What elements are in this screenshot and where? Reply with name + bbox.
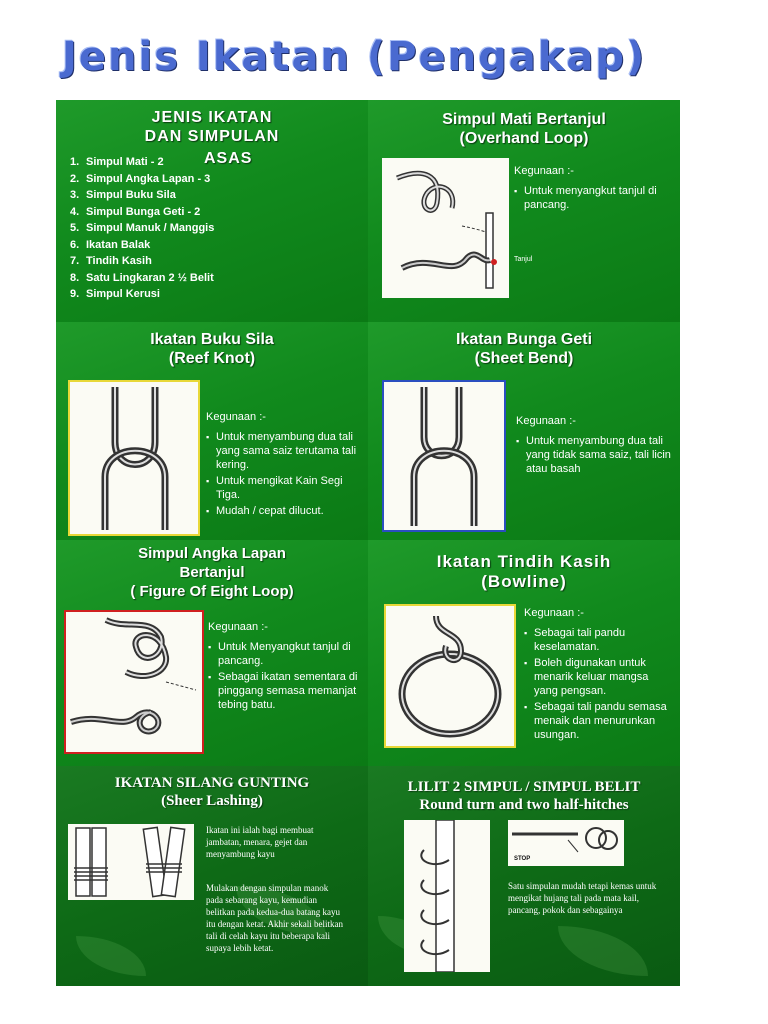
overhand-knot-drawing [382, 158, 509, 298]
panel-bowline-title [368, 552, 680, 593]
panel-roundturn-title [368, 778, 680, 814]
bowline-drawing [386, 606, 514, 746]
overhand-illustration [382, 158, 509, 298]
sheet-illustration [382, 380, 506, 532]
page-title: Jenis Ikatan (Pengakap) [62, 34, 647, 80]
panel-bowline [368, 540, 680, 766]
bowline-description [524, 606, 674, 744]
description-bullet: ▪ Untuk Menyangkut tanjul di pancang. [208, 640, 360, 668]
panel-reef-title [56, 330, 368, 368]
description-heading: Kegunaan :- [206, 411, 266, 423]
title-line2: (Sheer Lashing) [161, 793, 263, 809]
title-line2: (Overhand Loop) [459, 130, 589, 148]
panel-list-title [56, 108, 368, 146]
description-bullet: ▪ Untuk menyambung dua tali yang sama saiz terutama tali kering. [206, 430, 358, 472]
title-line2: DAN SIMPULAN [144, 128, 280, 146]
roundturn-pole-drawing [404, 820, 490, 972]
sheet-bend-drawing [384, 382, 504, 530]
stop-label: STOP [514, 856, 531, 862]
overhand-description [514, 164, 674, 214]
roundturn-pole-illustration [404, 820, 490, 972]
figure8-illustration [64, 610, 204, 754]
title-line3: ( Figure Of Eight Loop) [130, 583, 294, 600]
title-line2: (Reef Knot) [168, 350, 256, 368]
description-bullet: ▪ Boleh digunakan untuk menarik keluar mangsa yang pengsan. [524, 656, 674, 698]
title-line1: Ikatan Tindih Kasih [436, 552, 612, 571]
description-bullet: ▪ Mudah / cepat dilucut. [206, 504, 358, 518]
title-line1: LILIT 2 SIMPUL / SIMPUL BELIT [407, 779, 641, 795]
title-asas: ASAS [204, 150, 253, 167]
knot-list [70, 154, 214, 303]
list-item: 4. Simpul Bunga Geti - 2 [70, 205, 201, 218]
panel-round-turn [368, 766, 680, 986]
list-item: 7. Tindih Kasih [70, 255, 152, 267]
tanjul-label: Tanjul [514, 256, 533, 263]
panel-overhand-title [368, 110, 680, 148]
description-bullet: ▪ Untuk mengikat Kain Segi Tiga. [206, 474, 358, 502]
figure-eight-drawing [66, 612, 202, 752]
sheer-illustration [68, 824, 194, 900]
description-heading: Kegunaan :- [516, 415, 576, 427]
panel-list [56, 100, 368, 322]
list-item: 9. Simpul Kerusi [70, 288, 160, 300]
title-line2: Bertanjul [179, 564, 245, 581]
title-line1: Ikatan Bunga Geti [455, 331, 593, 348]
description-bullet: ▪ Sebagai tali pandu semasa menaik dan menurunkan usungan. [524, 700, 674, 742]
panel-figure8-title [56, 544, 368, 601]
title-line1: IKATAN SILANG GUNTING [114, 775, 310, 791]
description-heading: Kegunaan :- [514, 165, 574, 177]
sheer-lashing-drawing [68, 824, 194, 900]
roundturn-text: Satu simpulan mudah tetapi kemas untuk mengikat hujang tali pada mata kail, pancang, pokok dan sebagainya [508, 881, 657, 915]
panel-sheet-bend [368, 322, 680, 540]
reef-description [206, 410, 358, 520]
reef-illustration [68, 380, 200, 536]
panel-overhand-loop [368, 100, 680, 322]
title-line1: Simpul Angka Lapan [138, 545, 286, 562]
list-item: 3. Simpul Buku Sila [70, 189, 176, 201]
title-line2: Round turn and two half-hitches [419, 797, 629, 813]
list-item: 6. Ikatan Balak [70, 238, 151, 251]
list-item: 5. Simpul Manuk / Manggis [70, 222, 215, 234]
bowline-illustration [384, 604, 516, 748]
description-heading: Kegunaan :- [208, 621, 268, 633]
panel-reef-knot [56, 322, 368, 540]
list-item: 8. Satu Lingkaran 2 ½ Belit [70, 271, 214, 284]
description-bullet: ▪ Sebagai tali pandu keselamatan. [524, 626, 674, 654]
title-line1: Simpul Mati Bertanjul [442, 111, 606, 128]
description-heading: Kegunaan :- [524, 607, 584, 619]
list-item: 2. Simpul Angka Lapan - 3 [70, 172, 211, 185]
title-line2: (Sheet Bend) [474, 350, 574, 368]
panel-figure-eight [56, 540, 368, 766]
list-item: 1. Simpul Mati - 2 [70, 156, 164, 168]
title-line1: JENIS IKATAN [151, 109, 273, 126]
sheet-description [516, 414, 676, 478]
figure8-description [208, 620, 360, 714]
description-bullet: ▪ Sebagai ikatan sementara di pinggang semasa memanjat tebing batu. [208, 670, 360, 712]
panel-sheer-title [56, 774, 368, 810]
title-line1: Ikatan Buku Sila [150, 331, 274, 348]
title-line2: (Bowline) [481, 572, 567, 592]
sheer-text-2: Mulakan dengan simpulan manok pada sebarang kayu, kemudian belitkan pada kedua-dua batang kayu itu dengan ketat. Akhir sekali belitkan tali di celah kayu itu beberapa kali supaya lebih ketat. [206, 883, 343, 953]
description-bullet: ▪ Untuk menyangkut tanjul di pancang. [514, 184, 674, 212]
reef-knot-drawing [70, 382, 198, 534]
description-bullet: ▪ Untuk menyambung dua tali yang tidak sama saiz, tali licin atau basah [516, 434, 676, 476]
panel-sheer-lashing [56, 766, 368, 986]
sheer-text-1: Ikatan ini ialah bagi membuat jambatan, menara, gejet dan menyambung kayu [206, 825, 314, 859]
panel-sheet-title [368, 330, 680, 368]
